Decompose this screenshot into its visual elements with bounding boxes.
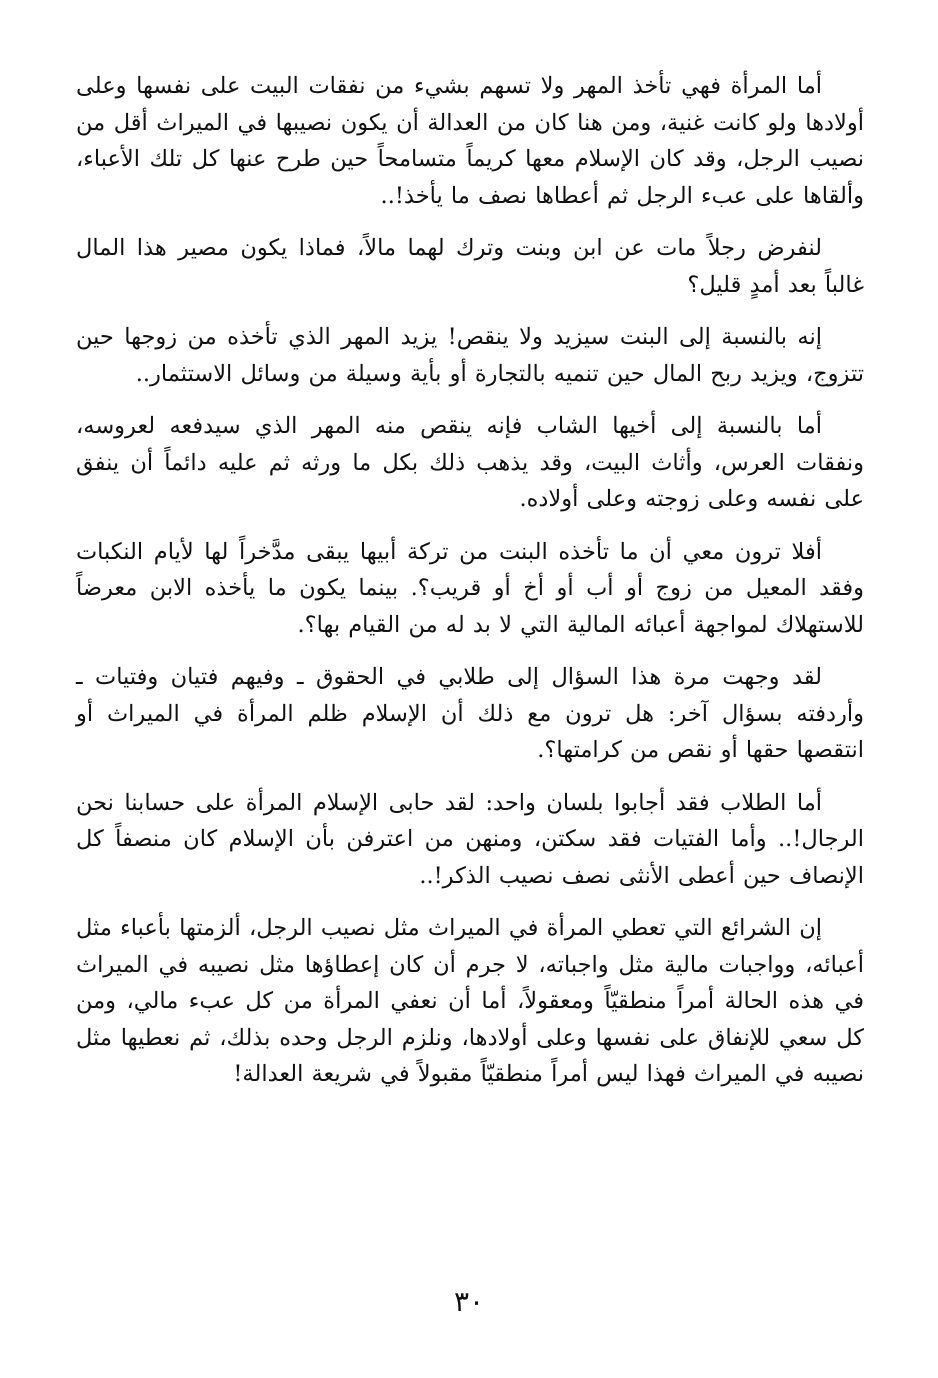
paragraph-2: لنفرض رجلاً مات عن ابن وبنت وترك لهما مالاً، فماذا يكون مصير هذا المال غالباً بعد أمدٍ قليل؟ (76, 235, 864, 298)
paragraph-5: أفلا ترون معي أن ما تأخذه البنت من تركة أبيها يبقى مدَّخراً لها لأيام النكبات وفقد المعيل من زوج أو أب أو أخ أو قريب؟. بينما يكون ما يأخذه الابن معرضاً للاستهلاك لمواجهة أعبائه المالية التي لا بد له من القيام بها؟. (76, 538, 864, 638)
page-body-text (76, 68, 864, 1109)
paragraph-3: إنه بالنسبة إلى البنت سيزيد ولا ينقص! يزيد المهر الذي تأخذه من زوجها حين تتزوج، ويزيد ربح المال حين تنميه بالتجارة أو بأية وسيلة من وسائل الاستثمار.. (76, 324, 864, 387)
paragraph-6: لقد وجهت مرة هذا السؤال إلى طلابي في الحقوق ـ وفيهم فتيان وفتيات ـ وأردفته بسؤال آخر: هل ترون مع ذلك أن الإسلام ظلم المرأة في الميراث أو انتقصها حقها أو نقص من كرامتها؟. (76, 664, 864, 763)
page-number: ٣٠ (453, 1285, 485, 1318)
paragraph-4: أما بالنسبة إلى أخيها الشاب فإنه ينقص منه المهر الذي سيدفعه لعروسه، ونفقات العرس، وأثاث البيت، وقد يذهب ذلك بكل ما ورثه ثم عليه دائماً أن ينفق على نفسه وعلى زوجته وعلى أولاده. (76, 413, 864, 512)
paragraph-8: إن الشرائع التي تعطي المرأة في الميراث مثل نصيب الرجل، ألزمتها بأعباء مثل أعبائه، وواجبات مالية مثل واجباته، لا جرم أن كان إعطاؤها مثل نصيبه في الميراث في هذه الحالة أمراً منطقيّاً ومعقولاً، أما أن نعفي المرأة من كل عبء مالي، ومن كل سعي للإنفاق على نفسها وعلى أولادها، ونلزم الرجل وحده بذلك، ثم نعطيها مثل نصيبه في الميراث فهذا ليس أمراً منطقيّاً مقبولاً في شريعة العدالة! (76, 915, 864, 1087)
paragraph-7: أما الطلاب فقد أجابوا بلسان واحد: لقد حابى الإسلام المرأة على حسابنا نحن الرجال!.. وأما الفتيات فقد سكتن، ومنهن من اعترفن بأن الإسلام كان منصفاً كل الإنصاف حين أعطى الأنثى نصف نصيب الذكر!.. (76, 789, 864, 889)
paragraph-1: أما المرأة فهي تأخذ المهر ولا تسهم بشيء من نفقات البيت على نفسها وعلى أولادها ولو كانت غنية، ومن هنا كان من العدالة أن يكون نصيبها في الميراث أقل من نصيب الرجل، وقد كان الإسلام معها كريماً متسامحاً حين طرح عنها كل تلك الأعباء، وألقاها على عبء الرجل ثم أعطاها نصف ما يأخذ!.. (76, 73, 864, 209)
